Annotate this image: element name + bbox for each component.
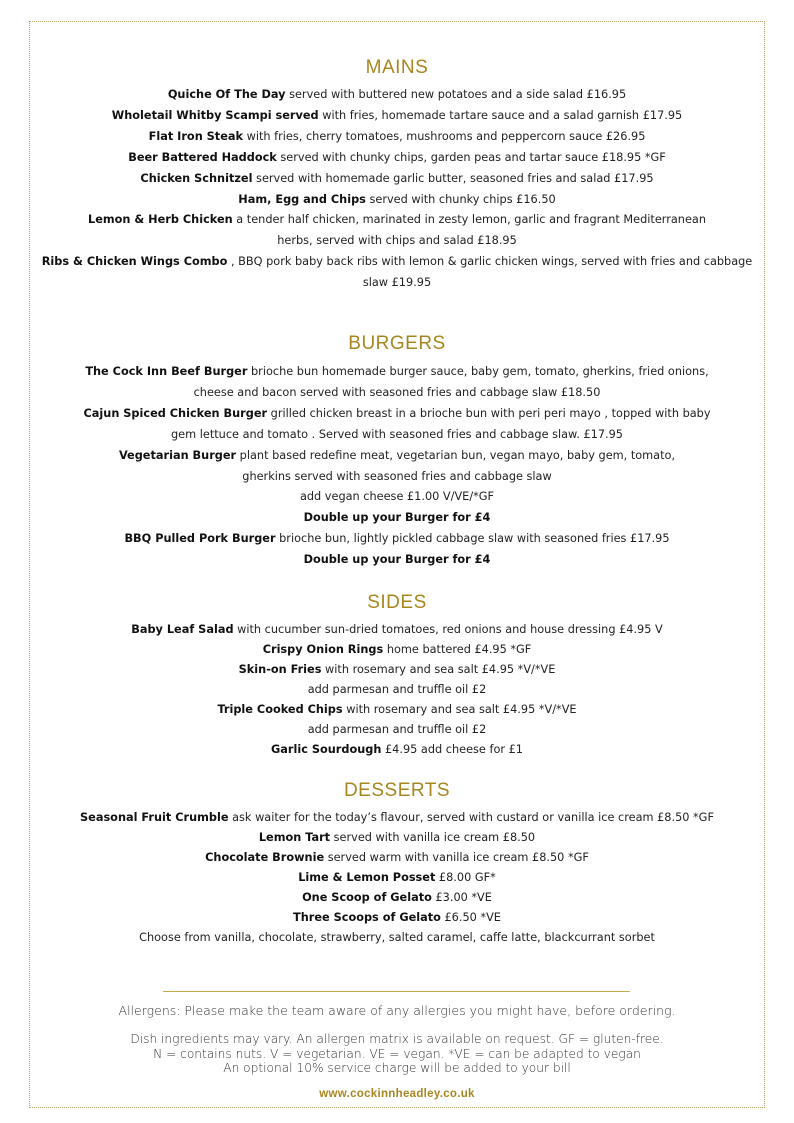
website-link[interactable]: www.cockinnheadley.co.uk	[319, 1088, 475, 1100]
dish-name: The Cock Inn Beef Burger	[85, 365, 248, 378]
dish-name: Chocolate Brownie	[205, 851, 325, 864]
dish-description: add parmesan and truffle oil £2	[307, 683, 487, 696]
dish-name: Flat Iron Steak	[148, 129, 244, 143]
menu-line	[0, 529, 794, 550]
menu-line	[0, 888, 794, 908]
section-heading-mains: MAINS	[365, 57, 429, 78]
dish-description: herbs, served with chips and salad £18.95	[277, 234, 517, 248]
menu-line	[0, 467, 794, 488]
dish-name: Triple Cooked Chips	[217, 703, 343, 716]
dish-description: with fries, cherry tomatoes, mushrooms and peppercorn sauce £26.95	[243, 129, 646, 143]
menu-line	[0, 404, 794, 425]
dish-name: Quiche Of The Day	[167, 88, 286, 101]
dish-description: gherkins served with seasoned fries and cabbage slaw	[242, 469, 552, 483]
dish-description: with cucumber sun-dried tomatoes, red onions and house dressing £4.95 V	[233, 623, 663, 636]
menu-line	[0, 362, 794, 383]
footer-note: N = contains nuts. V = vegetarian. VE = vegan. *VE = can be adapted to vegan	[153, 1046, 641, 1061]
dish-description: £4.95 add cheese for £1	[381, 743, 523, 756]
menu-line	[0, 210, 794, 231]
section-heading-desserts: DESSERTS	[343, 780, 451, 801]
desserts-list	[0, 808, 794, 948]
sides-section	[0, 592, 794, 760]
dish-name: Vegetarian Burger	[118, 448, 237, 462]
dish-description: a tender half chicken, marinated in zesty lemon, garlic and fragrant Mediterranean	[232, 213, 706, 227]
section-heading-burgers: BURGERS	[348, 333, 446, 354]
dish-description: served with chunky chips £16.50	[365, 192, 556, 206]
dish-description: plant based redefine meat, vegetarian bun, vegan mayo, baby gem, tomato,	[236, 448, 676, 462]
dish-name: Seasonal Fruit Crumble	[80, 811, 229, 824]
footer-notes	[0, 1032, 794, 1076]
menu-line	[0, 660, 794, 680]
menu-line	[0, 700, 794, 720]
dish-name: Lime & Lemon Posset	[298, 871, 436, 884]
dish-name: One Scoop of Gelato	[302, 891, 432, 904]
dish-name: Lemon Tart	[258, 831, 331, 844]
footer-note: Dish ingredients may vary. An allergen matrix is available on request. GF = gluten-free.	[130, 1032, 664, 1046]
dish-name: Crispy Onion Rings	[262, 643, 384, 656]
menu-line	[0, 190, 794, 211]
dish-description: served with homemade garlic butter, seasoned fries and salad £17.95	[252, 171, 654, 185]
dish-description: £6.50 *VE	[440, 911, 501, 924]
dish-description: brioche bun, lightly pickled cabbage slaw with seasoned fries £17.95	[275, 532, 670, 546]
menu-line	[0, 383, 794, 404]
dish-name: Chicken Schnitzel	[140, 171, 253, 185]
dish-description: brioche bun homemade burger sauce, baby gem, tomato, gherkins, fried onions,	[247, 365, 709, 378]
dish-description: with fries, homemade tartare sauce and a salad garnish £17.95	[318, 108, 683, 122]
footer-divider	[163, 991, 630, 992]
dish-description: home battered £4.95 *GF	[383, 643, 532, 656]
dish-description: grilled chicken breast in a brioche bun with peri peri mayo , topped with baby	[267, 406, 711, 420]
dish-name: Cajun Spiced Chicken Burger	[83, 406, 268, 420]
menu-line	[0, 106, 794, 127]
burgers-section	[0, 333, 794, 571]
footer-note: An optional 10% service charge will be added to your bill	[223, 1061, 571, 1075]
dish-name: Ribs & Chicken Wings Combo	[41, 255, 228, 269]
dish-name: Three Scoops of Gelato	[293, 911, 441, 924]
burgers-list	[0, 362, 794, 571]
menu-line	[0, 620, 794, 640]
mains-list	[0, 85, 794, 294]
menu-line	[0, 85, 794, 106]
dish-description: add vegan cheese £1.00 V/VE/*GF	[299, 490, 495, 504]
dish-description: with rosemary and sea salt £4.95 *V/*VE	[342, 703, 577, 716]
desserts-section	[0, 780, 794, 948]
menu-line	[0, 273, 794, 294]
menu-line	[0, 252, 794, 273]
dish-description: £3.00 *VE	[431, 891, 492, 904]
menu-line	[0, 928, 794, 948]
menu-line	[0, 231, 794, 252]
dish-name: BBQ Pulled Pork Burger	[124, 532, 276, 546]
dish-description: cheese and bacon served with seasoned fries and cabbage slaw £18.50	[193, 385, 601, 399]
menu-line	[0, 127, 794, 148]
dish-description: ask waiter for the today’s flavour, served with custard or vanilla ice cream £8.50 *GF	[228, 811, 714, 824]
menu-line	[0, 868, 794, 888]
menu-line	[0, 808, 794, 828]
menu-line	[0, 740, 794, 760]
dish-name: Wholetail Whitby Scampi served	[111, 108, 319, 122]
menu-line	[0, 848, 794, 868]
dish-description: £8.00 GF*	[435, 871, 496, 884]
menu-line	[0, 148, 794, 169]
dish-description: add parmesan and truffle oil £2	[307, 723, 487, 736]
mains-section	[0, 57, 794, 294]
menu-line	[0, 425, 794, 446]
menu-line	[0, 640, 794, 660]
allergens-notice: Allergens: Please make the team aware of any allergies you might have, before ordering.	[118, 1003, 676, 1018]
dish-description: served with vanilla ice cream £8.50	[330, 831, 536, 844]
dish-description: with rosemary and sea salt £4.95 *V/*VE	[321, 663, 556, 676]
menu-line	[0, 169, 794, 190]
menu-line	[0, 680, 794, 700]
dish-description: gem lettuce and tomato . Served with seasoned fries and cabbage slaw. £17.95	[171, 427, 623, 441]
menu-line	[0, 550, 794, 571]
dish-name: Garlic Sourdough	[271, 743, 382, 756]
dish-description: served warm with vanilla ice cream £8.50 *GF	[324, 851, 589, 864]
dish-description: slaw £19.95	[362, 276, 432, 290]
dish-name: Lemon & Herb Chicken	[88, 213, 233, 227]
dish-description: Choose from vanilla, chocolate, strawberry, salted caramel, caffe latte, blackcurrant sorbet	[139, 931, 655, 944]
menu-line	[0, 446, 794, 467]
dish-name: Double up your Burger for £4	[303, 553, 491, 567]
dish-description: served with buttered new potatoes and a side salad £16.95	[285, 88, 627, 101]
dish-name: Double up your Burger for £4	[303, 511, 491, 525]
dish-description: served with chunky chips, garden peas and tartar sauce £18.95 *GF	[276, 150, 666, 164]
sides-list	[0, 620, 794, 760]
menu-line	[0, 828, 794, 848]
menu-line	[0, 720, 794, 740]
dish-name: Baby Leaf Salad	[131, 623, 234, 636]
dish-name: Ham, Egg and Chips	[238, 192, 366, 206]
menu-line	[0, 508, 794, 529]
menu-line	[0, 487, 794, 508]
menu-line	[0, 908, 794, 928]
dish-name: Beer Battered Haddock	[128, 150, 277, 164]
section-heading-sides: SIDES	[367, 592, 427, 613]
dish-name: Skin-on Fries	[238, 663, 322, 676]
dish-description: , BBQ pork baby back ribs with lemon & garlic chicken wings, served with fries and cabbage	[227, 255, 753, 269]
